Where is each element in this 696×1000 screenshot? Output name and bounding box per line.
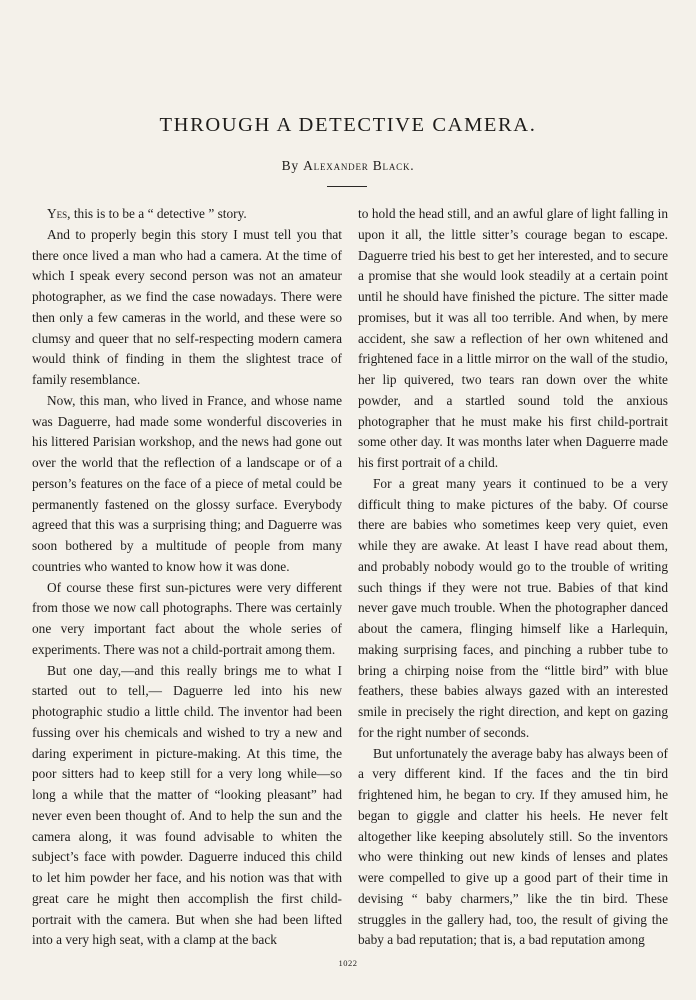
page-number: 1022 xyxy=(338,958,358,968)
right-column xyxy=(358,204,668,951)
paragraph: For a great many years it continued to be a very difficult thing to make pictures of the baby. Of course there are babies who sometimes keep very quiet, even while they are awake. At least I have read about them, and probably nobody would go to the trouble of writing such things if they were not true. Babies of that kind never gave much trouble. When the photographer danced about the camera, flinging himself like a Harlequin, making surprising faces, and pinching a rubber tube to bring a chirping noise from the “little bird” with blue feathers, these babies always gazed with an interested smile in precisely the right direction, and kept on gazing for the right number of seconds. xyxy=(358,475,668,740)
left-column xyxy=(32,204,342,951)
paragraph: But unfortunately the average baby has always been of a very different kind. If the faces and the tin bird frightened him, he began to cry. If they amused him, he began to giggle and clatter his heels. He never felt altogether like keeping absolutely still. So the inventors who were thinking out new kinds of lenses and plates were compelled to give up a good part of their time in devising “ baby charmers,” like the tin bird. These struggles in the gallery had, too, the result of giving the baby a bad reputation; that is, a bad reputation among xyxy=(358,745,668,948)
byline-author: Alexander Black. xyxy=(303,158,415,173)
paragraph-text: , this is to be a “ detective ” story. xyxy=(67,206,247,221)
article-title: THROUGH A DETECTIVE CAMERA. xyxy=(159,114,537,136)
title-divider xyxy=(327,186,367,187)
opening-word: Yes xyxy=(47,206,68,221)
paragraph-continued: to hold the head still, and an awful glare of light falling in upon it all, the little sitter’s courage began to escape. Daguerre tried his best to get her interested, and to secure a promise that she would look steadily at a certain point until he should have finished the picture. The sitter made promises, but it was all too terrible. And when, by mere accident, she saw a reflection of her own whitened and frightened face in a little mirror on the wall of the studio, her lip quivered, two tears ran down over the white powder, and a startled sound told the anxious photographer that he must make his first child-portrait some other day. It was months later when Daguerre made his first portrait of a child. xyxy=(358,206,668,470)
paragraph: But one day,—and this really brings me to what I started out to tell,— Daguerre led into his new photographic studio a little child. The inventor had been fussing over his chemicals and wished to try a new and daring experiment in picture-making. At this time, the poor sitters had to keep still for a very long while—so long a while that the matter of “looking pleasant” had never even been thought of. And to help the sun and the camera along, it was found advisable to whiten the subject’s face with powder. Daguerre induced this child to let him powder her face, and his notion was that with great care he might then accomplish the first child-portrait with the camera. But when she had been lifted into a very high seat, with a clamp at the back xyxy=(32,662,342,948)
paragraph xyxy=(32,204,342,225)
paragraph: Of course these first sun-pictures were very different from those we now call photographs. There was certainly one very important fact about the whole series of experiments. There was not a child-portrait among them. xyxy=(32,579,342,657)
byline-prefix: By xyxy=(281,158,299,173)
paragraph: Now, this man, who lived in France, and whose name was Daguerre, had made some wonderful discoveries in his littered Parisian workshop, and the news had gone out over the world that the reflection of a landscape or of a person’s features on the face of a piece of metal could be permanently fastened on the glossy surface. Everybody agreed that this was a surprising thing; and Daguerre was soon bothered by a multitude of people from many countries who wanted to know how it was done. xyxy=(32,392,342,574)
paragraph: And to properly begin this story I must tell you that there once lived a man who had a camera. At the time of which I speak every second person was not an amateur photographer, as we find the case nowadays. There were then only a few cameras in the world, and these were so clumsy and queer that no self-respecting modern camera would think of finding in them the slightest trace of family resemblance. xyxy=(32,226,342,387)
byline xyxy=(0,158,696,174)
